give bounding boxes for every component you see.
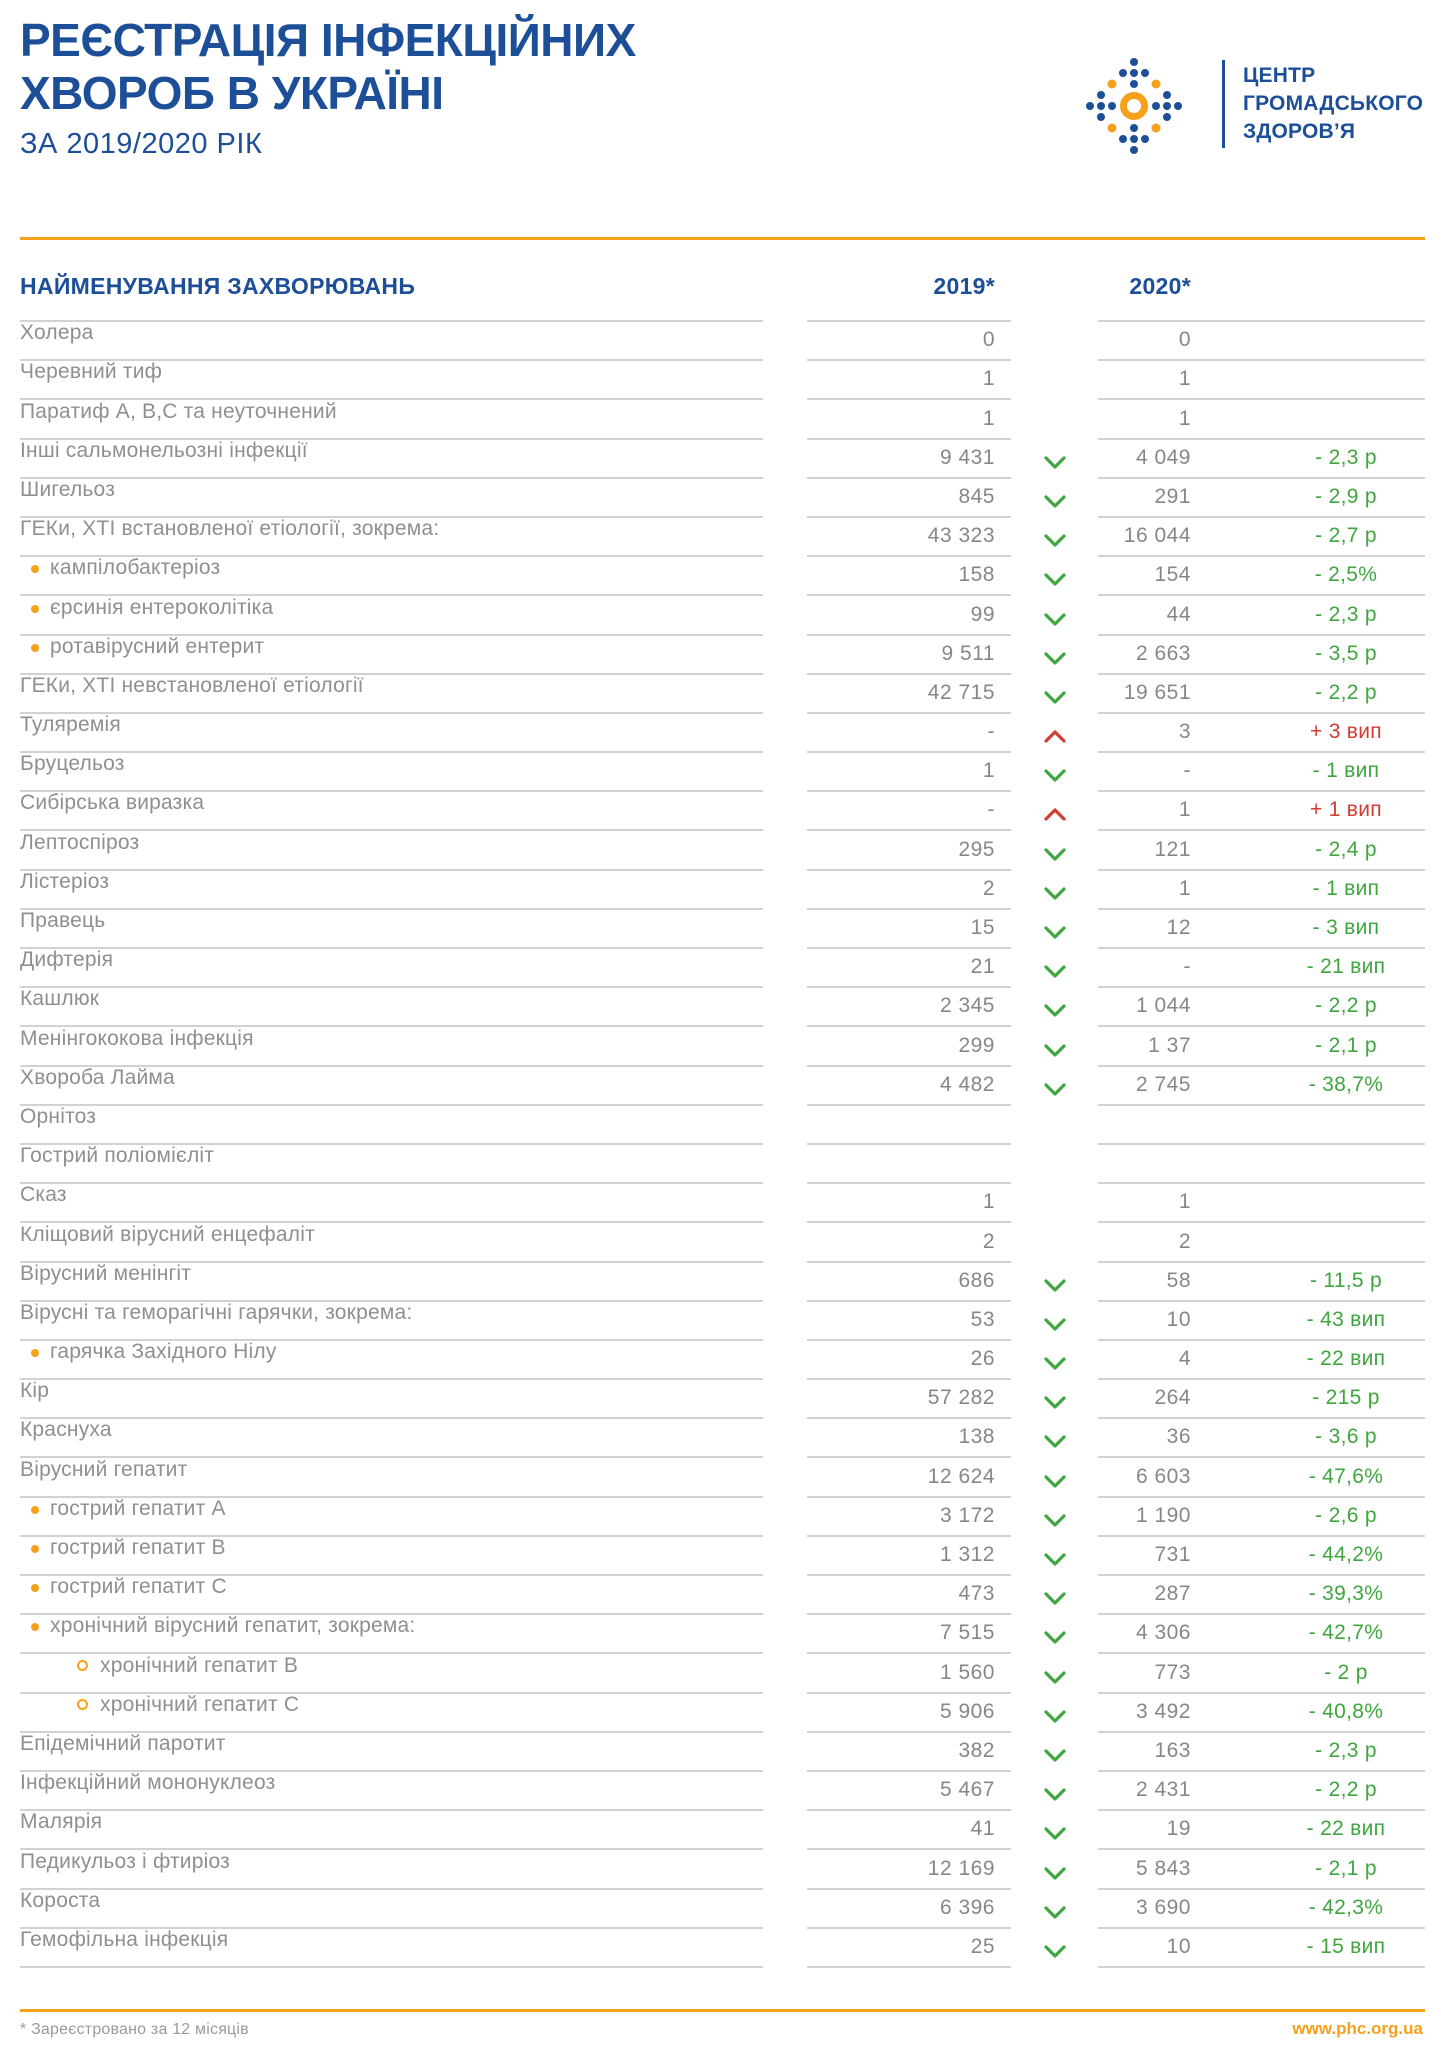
value-2019	[807, 1145, 1011, 1184]
value-2020: 154	[1154, 563, 1191, 587]
change-value: - 47,6%	[1308, 1464, 1384, 1488]
disease-name: Орнітоз	[20, 1104, 97, 1128]
value-2020: 1	[1178, 876, 1191, 900]
value-2019: 382	[807, 1733, 1011, 1772]
change-value: - 2 р	[1324, 1660, 1368, 1684]
disease-name: Короста	[20, 1888, 101, 1912]
value-2019: 9 511	[807, 636, 1011, 675]
change-value: - 43 вип	[1306, 1307, 1386, 1331]
bullet-dot-icon	[31, 565, 39, 573]
change-value: - 42,3%	[1308, 1895, 1384, 1919]
table-row	[20, 1733, 1425, 1772]
value-2020: 264	[1154, 1386, 1191, 1410]
table-row	[20, 949, 1425, 988]
disease-name: Інші сальмонельозні інфекції	[20, 438, 308, 462]
value-2019: 26	[807, 1341, 1011, 1380]
disease-name: Сказ	[20, 1183, 67, 1207]
disease-name: Краснуха	[20, 1418, 112, 1442]
value-2019: 3 172	[807, 1498, 1011, 1537]
disease-name: Правець	[20, 909, 106, 932]
decrease-icon	[1043, 925, 1067, 940]
table-row	[20, 1537, 1425, 1576]
change-value: - 22 вип	[1306, 1347, 1386, 1371]
table-row	[20, 675, 1425, 714]
change-value: - 2,3 р	[1315, 602, 1377, 626]
change-value: - 38,7%	[1308, 1072, 1384, 1096]
value-2019: 9 431	[807, 440, 1011, 479]
disease-name: Педикульоз і фтиріоз	[20, 1849, 230, 1873]
table-body	[20, 322, 1425, 1968]
value-2019: 473	[807, 1576, 1011, 1615]
change-value: - 2,6 р	[1315, 1503, 1377, 1527]
table-row	[20, 1106, 1425, 1145]
logo-divider	[1222, 60, 1225, 148]
table-row	[20, 1694, 1425, 1733]
table-row	[20, 361, 1425, 400]
disease-name: хронічний гепатит С	[100, 1692, 300, 1716]
decrease-icon	[1043, 1317, 1067, 1332]
value-2019: 2 345	[807, 988, 1011, 1027]
value-2020: 58	[1166, 1268, 1191, 1292]
decrease-icon	[1043, 1082, 1067, 1097]
change-value: - 2,2 р	[1315, 680, 1377, 704]
value-2019: -	[807, 714, 1011, 753]
value-2019: 15	[807, 910, 1011, 949]
disease-name: Шигельоз	[20, 477, 116, 501]
change-value: - 3,5 р	[1315, 641, 1377, 665]
change-value: - 22 вип	[1306, 1817, 1386, 1841]
increase-icon	[1043, 807, 1067, 822]
value-2020: 1	[1178, 798, 1191, 822]
value-2020: 19	[1166, 1817, 1191, 1841]
change-value: - 3,6 р	[1315, 1425, 1377, 1449]
value-2020: 1 37	[1148, 1033, 1191, 1057]
table-row	[20, 1263, 1425, 1302]
value-2020: 0	[1178, 328, 1191, 352]
disease-name: Вірусні та геморагічні гарячки, зокрема:	[20, 1300, 413, 1324]
bullet-circle-icon	[77, 1699, 88, 1710]
increase-icon	[1043, 729, 1067, 744]
decrease-icon	[1043, 1866, 1067, 1881]
value-2020: 2 745	[1135, 1072, 1191, 1096]
table-row	[20, 518, 1425, 557]
value-2020: 4 049	[1135, 445, 1191, 469]
value-2019: 2	[807, 1223, 1011, 1262]
table-row	[20, 753, 1425, 792]
logo-org-line-2: ГРОМАДСЬКОГО	[1243, 92, 1424, 115]
change-value: - 40,8%	[1308, 1699, 1384, 1723]
value-2019: 42 715	[807, 675, 1011, 714]
disease-name: Інфекційний мононуклеоз	[20, 1771, 276, 1795]
decrease-icon	[1043, 1630, 1067, 1645]
table-row	[20, 440, 1425, 479]
table-row	[20, 1302, 1425, 1341]
table-row	[20, 322, 1425, 361]
disease-name: Епідемічний паротит	[20, 1731, 226, 1755]
table-row	[20, 1890, 1425, 1929]
decrease-icon	[1043, 455, 1067, 470]
disease-name: Сибірська виразка	[20, 791, 205, 815]
change-value: - 215 р	[1312, 1386, 1380, 1410]
change-value: - 42,7%	[1308, 1621, 1384, 1645]
value-2019: 12 169	[807, 1850, 1011, 1889]
decrease-icon	[1043, 1905, 1067, 1920]
table-row	[20, 1811, 1425, 1850]
table-row	[20, 557, 1425, 596]
disease-name: Малярія	[20, 1810, 103, 1834]
decrease-icon	[1043, 1513, 1067, 1528]
table-row	[20, 988, 1425, 1027]
change-value	[1203, 1254, 1425, 1261]
title-line-2: ХВОРОБ В УКРАЇНІ	[20, 67, 444, 119]
disease-name: Туляремія	[20, 713, 121, 737]
value-2019: 158	[807, 557, 1011, 596]
change-value: - 2,5%	[1314, 563, 1378, 587]
value-2020: 16 044	[1123, 524, 1191, 548]
value-2020: 3 492	[1135, 1699, 1191, 1723]
table-row	[20, 1772, 1425, 1811]
value-2020: -	[1183, 955, 1191, 979]
value-2019: 686	[807, 1263, 1011, 1302]
change-value: - 2,2 р	[1315, 994, 1377, 1018]
table-row	[20, 831, 1425, 870]
value-2019: 1	[807, 753, 1011, 792]
disease-name: Дифтерія	[20, 948, 114, 972]
value-2020: 12	[1166, 916, 1191, 939]
value-2019: 5 467	[807, 1772, 1011, 1811]
value-2020: 1 190	[1135, 1503, 1191, 1527]
table-row	[20, 910, 1425, 949]
value-2019: 41	[807, 1811, 1011, 1850]
value-2019: 138	[807, 1419, 1011, 1458]
value-2019: 57 282	[807, 1380, 1011, 1419]
change-value	[1203, 431, 1425, 438]
disease-name: кампілобактеріоз	[50, 556, 221, 580]
value-2019: 845	[807, 479, 1011, 518]
decrease-icon	[1043, 651, 1067, 666]
value-2019	[807, 1106, 1011, 1145]
decrease-icon	[1043, 1434, 1067, 1449]
disease-name: Вірусний менінгіт	[20, 1261, 192, 1285]
table-row	[20, 1341, 1425, 1380]
value-2019: 6 396	[807, 1890, 1011, 1929]
value-2020: 163	[1154, 1738, 1191, 1762]
decrease-icon	[1043, 494, 1067, 509]
table-row	[20, 636, 1425, 675]
change-value: - 2,1 р	[1315, 1856, 1377, 1880]
table-header-row	[20, 239, 1425, 322]
disease-name: гострий гепатит С	[50, 1575, 227, 1599]
decrease-icon	[1043, 533, 1067, 548]
change-value: - 2,3 р	[1315, 445, 1377, 469]
value-2020: 6 603	[1135, 1464, 1191, 1488]
value-2019: 21	[807, 949, 1011, 988]
disease-name: Менінгококова інфекція	[20, 1026, 254, 1050]
value-2019: 0	[807, 322, 1011, 361]
decrease-icon	[1043, 1748, 1067, 1763]
disease-name: Черевний тиф	[20, 360, 163, 384]
decrease-icon	[1043, 1944, 1067, 1959]
table-row	[20, 596, 1425, 635]
value-2020: 1	[1178, 367, 1191, 391]
table-row	[20, 479, 1425, 518]
table-row	[20, 1458, 1425, 1497]
value-2020: 19 651	[1123, 680, 1191, 704]
bullet-dot-icon	[31, 605, 39, 613]
column-header-2020: 2020*	[1129, 273, 1191, 299]
decrease-icon	[1043, 1356, 1067, 1371]
value-2019: 1	[807, 1184, 1011, 1223]
title-line-1: РЕЄСТРАЦІЯ ІНФЕКЦІЙНИХ	[20, 14, 636, 66]
decrease-icon	[1043, 768, 1067, 783]
decrease-icon	[1043, 1591, 1067, 1606]
value-2019: 1 312	[807, 1537, 1011, 1576]
value-2019: 2	[807, 871, 1011, 910]
value-2020: 2 431	[1135, 1778, 1191, 1802]
value-2020: 731	[1154, 1543, 1191, 1566]
logo-org-line-3: ЗДОРОВ’Я	[1243, 120, 1356, 143]
value-2020: 773	[1154, 1660, 1191, 1684]
change-value	[1203, 1214, 1425, 1221]
value-2020: 1	[1178, 406, 1191, 430]
change-value: - 2,2 р	[1315, 1778, 1377, 1802]
table-row	[20, 400, 1425, 439]
website-link[interactable]: www.phc.org.ua	[1292, 2019, 1423, 2038]
value-2019: 1 560	[807, 1654, 1011, 1693]
value-2020: 10	[1166, 1307, 1191, 1331]
table-row	[20, 1184, 1425, 1223]
decrease-icon	[1043, 1043, 1067, 1058]
bullet-dot-icon	[31, 1545, 39, 1553]
disease-name: Кашлюк	[20, 987, 100, 1011]
decrease-icon	[1043, 847, 1067, 862]
change-value	[1203, 1175, 1425, 1182]
decrease-icon	[1043, 964, 1067, 979]
disease-name: Гострий поліомієліт	[20, 1144, 215, 1168]
value-2020: 121	[1154, 837, 1191, 861]
disease-name: хронічний гепатит В	[100, 1653, 299, 1677]
table-row	[20, 792, 1425, 831]
footer-divider-line	[20, 2009, 1425, 2012]
decrease-icon	[1043, 1826, 1067, 1841]
subtitle-period: ЗА 2019/2020 РІК	[20, 128, 263, 160]
disease-name: гарячка Західного Нілу	[50, 1340, 277, 1364]
disease-name: Гемофільна інфекція	[20, 1927, 229, 1951]
disease-name: гострий гепатит В	[50, 1536, 226, 1559]
value-2019: 7 515	[807, 1615, 1011, 1654]
change-value: - 39,3%	[1308, 1582, 1384, 1606]
disease-name: ротавірусний ентерит	[50, 634, 265, 658]
value-2019: 53	[807, 1302, 1011, 1341]
value-2019: 1	[807, 361, 1011, 400]
change-value: - 21 вип	[1306, 955, 1386, 979]
disease-name: Бруцельоз	[20, 752, 125, 776]
table-row	[20, 1223, 1425, 1262]
table-row	[20, 1576, 1425, 1615]
decrease-icon	[1043, 612, 1067, 627]
disease-name: Хвороба Лайма	[20, 1065, 175, 1089]
decrease-icon	[1043, 1709, 1067, 1724]
decrease-icon	[1043, 1670, 1067, 1685]
disease-name: гострий гепатит А	[50, 1496, 226, 1520]
value-2020: -	[1183, 759, 1191, 783]
bullet-dot-icon	[31, 1506, 39, 1514]
change-value	[1203, 1136, 1425, 1143]
disease-name: ГЕКи, ХТІ встановленої етіології, зокрема:	[20, 517, 440, 541]
table-row	[20, 1498, 1425, 1537]
decrease-icon	[1043, 1552, 1067, 1567]
table-row	[20, 1654, 1425, 1693]
change-value: - 1 вип	[1312, 759, 1380, 783]
disease-table	[20, 239, 1425, 1968]
change-value	[1203, 391, 1425, 398]
disease-name: Лістеріоз	[20, 869, 110, 893]
table-row	[20, 1419, 1425, 1458]
value-2020: 5 843	[1135, 1856, 1191, 1880]
change-value	[1203, 352, 1425, 359]
value-2020: 2	[1178, 1229, 1191, 1253]
decrease-icon	[1043, 572, 1067, 587]
change-value: - 11,5 р	[1309, 1268, 1383, 1292]
value-2019: 43 323	[807, 518, 1011, 557]
table-row	[20, 1850, 1425, 1889]
decrease-icon	[1043, 1787, 1067, 1802]
change-value: - 2,4 р	[1315, 837, 1377, 861]
change-value: + 1 вип	[1310, 798, 1382, 822]
decrease-icon	[1043, 1474, 1067, 1489]
column-header-name: НАЙМЕНУВАННЯ ЗАХВОРЮВАНЬ	[20, 239, 763, 322]
table-row	[20, 1145, 1425, 1184]
value-2020: 10	[1166, 1934, 1191, 1958]
page-title	[20, 14, 636, 161]
value-2020: 2 663	[1135, 641, 1191, 665]
table-row	[20, 1027, 1425, 1066]
decrease-icon	[1043, 886, 1067, 901]
bullet-dot-icon	[31, 644, 39, 652]
footnote: * Зареєстровано за 12 місяців	[20, 2021, 249, 2038]
bullet-dot-icon	[31, 1349, 39, 1357]
change-value: - 2,7 р	[1315, 524, 1377, 548]
disease-name: хронічний вірусний гепатит, зокрема:	[50, 1614, 416, 1638]
table-row	[20, 1067, 1425, 1106]
column-header-2019: 2019*	[807, 239, 1011, 322]
value-2019: 5 906	[807, 1694, 1011, 1733]
change-value: - 2,9 р	[1315, 484, 1377, 508]
value-2020: 4 306	[1135, 1621, 1191, 1645]
change-value: - 1 вип	[1312, 876, 1380, 900]
value-2020: 291	[1154, 484, 1191, 508]
change-value: - 44,2%	[1308, 1543, 1384, 1566]
value-2019: 25	[807, 1929, 1011, 1968]
decrease-icon	[1043, 1003, 1067, 1018]
value-2019: 299	[807, 1027, 1011, 1066]
value-2020: 36	[1166, 1425, 1191, 1449]
disease-name: ГЕКи, ХТІ невстановленої етіології	[20, 673, 364, 697]
value-2019: 12 624	[807, 1458, 1011, 1497]
disease-name: Паратиф А, В,С та неуточнений	[20, 399, 337, 423]
disease-name: Кір	[20, 1379, 50, 1403]
phc-logo-icon	[1078, 50, 1190, 167]
value-2019: 99	[807, 596, 1011, 635]
value-2020: 1 044	[1135, 994, 1191, 1018]
change-value: - 15 вип	[1306, 1934, 1386, 1958]
value-2020: 3 690	[1135, 1895, 1191, 1919]
value-2019: 295	[807, 831, 1011, 870]
bullet-circle-icon	[77, 1660, 88, 1671]
table-row	[20, 1929, 1425, 1968]
value-2019: 1	[807, 400, 1011, 439]
decrease-icon	[1043, 690, 1067, 705]
disease-name: Лептоспіроз	[20, 830, 140, 854]
table-row	[20, 871, 1425, 910]
table-row	[20, 1615, 1425, 1654]
value-2020: 287	[1154, 1582, 1191, 1606]
bullet-dot-icon	[31, 1584, 39, 1592]
decrease-icon	[1043, 1395, 1067, 1410]
change-value: - 2,3 р	[1315, 1738, 1377, 1762]
disease-name: Вірусний гепатит	[20, 1457, 188, 1481]
disease-name: єрсинія ентероколітіка	[50, 595, 274, 619]
bullet-dot-icon	[31, 1623, 39, 1631]
value-2019: 4 482	[807, 1067, 1011, 1106]
logo-org-line-1: ЦЕНТР	[1243, 64, 1316, 87]
value-2020: 44	[1166, 602, 1191, 626]
value-2020	[1098, 1136, 1203, 1143]
table-row	[20, 1380, 1425, 1419]
value-2020: 1	[1178, 1190, 1191, 1214]
change-value: + 3 вип	[1310, 720, 1382, 744]
change-value: - 3 вип	[1312, 916, 1380, 939]
value-2020: 4	[1178, 1347, 1191, 1371]
disease-name: Холера	[20, 321, 94, 345]
disease-name: Кліщовий вірусний енцефаліт	[20, 1222, 315, 1246]
table-row	[20, 714, 1425, 753]
value-2020	[1098, 1175, 1203, 1182]
value-2020: 3	[1178, 720, 1191, 744]
logo-org-name	[1243, 62, 1423, 146]
value-2019: -	[807, 792, 1011, 831]
decrease-icon	[1043, 1278, 1067, 1293]
change-value: - 2,1 р	[1315, 1033, 1377, 1057]
